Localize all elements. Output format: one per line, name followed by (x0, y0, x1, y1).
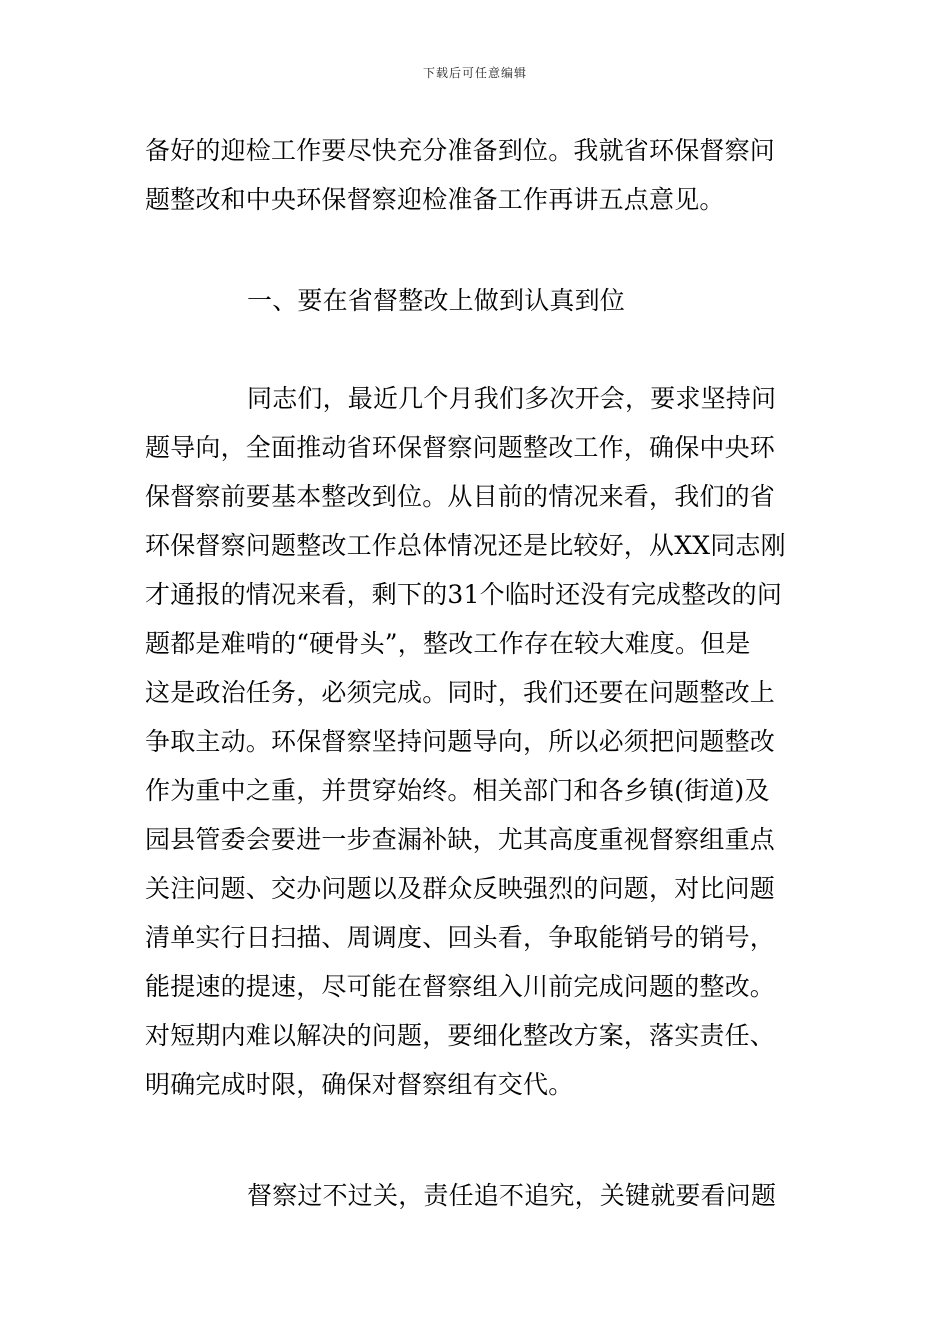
paragraph-line: 对短期内难以解决的问题，要细化整改方案，落实责任、 (145, 1021, 776, 1050)
paragraph-line: 争取主动。环保督察坚持问题导向，所以必须把问题整改 (145, 727, 776, 756)
paragraph-line: 同志们，最近几个月我们多次开会，要求坚持问 (247, 384, 777, 413)
paragraph-line: 保督察前要基本整改到位。从目前的情况来看，我们的省 (145, 482, 776, 511)
paragraph-line: 关注问题、交办问题以及群众反映强烈的问题，对比问题 (145, 874, 776, 903)
paragraph-line: 题都是难啃的“硬骨头”，整改工作存在较大难度。但是 (145, 629, 751, 658)
paragraph-line: 这是政治任务，必须完成。同时，我们还要在问题整改上 (145, 678, 776, 707)
paragraph-line: 园县管委会要进一步查漏补缺，尤其高度重视督察组重点 (145, 825, 776, 854)
section-heading (145, 276, 810, 325)
paragraph-line: 作为重中之重，并贯穿始终。相关部门和各乡镇(街道)及 (145, 776, 770, 805)
paragraph-line: 能提速的提速，尽可能在督察组入川前完成问题的整改。 (145, 972, 776, 1001)
paragraph-line: 明确完成时限，确保对督察组有交代。 (145, 1070, 574, 1099)
paragraph-3 (145, 1171, 810, 1220)
paragraph-line: 清单实行日扫描、周调度、回头看，争取能销号的销号， (145, 923, 776, 952)
download-note: 下载后可任意编辑 (422, 66, 527, 80)
section-heading-text: 一、要在省督整改上做到认真到位 (247, 286, 626, 315)
paragraph-line: 督察过不过关，责任追不追究，关键就要看问题 (247, 1181, 777, 1210)
paragraph-line: 才通报的情况来看，剩下的31个临时还没有完成整改的问 (145, 580, 783, 609)
paragraph-1 (145, 126, 810, 224)
paragraph-line: 题导向，全面推动省环保督察问题整改工作，确保中央环 (145, 433, 776, 462)
paragraph-2 (145, 374, 810, 1109)
paragraph-line: 备好的迎检工作要尽快充分准备到位。我就省环保督察问 (145, 136, 776, 165)
paragraph-line: 环保督察问题整改工作总体情况还是比较好，从XX同志刚 (145, 531, 786, 560)
paragraph-line: 题整改和中央环保督察迎检准备工作再讲五点意见。 (145, 185, 725, 214)
